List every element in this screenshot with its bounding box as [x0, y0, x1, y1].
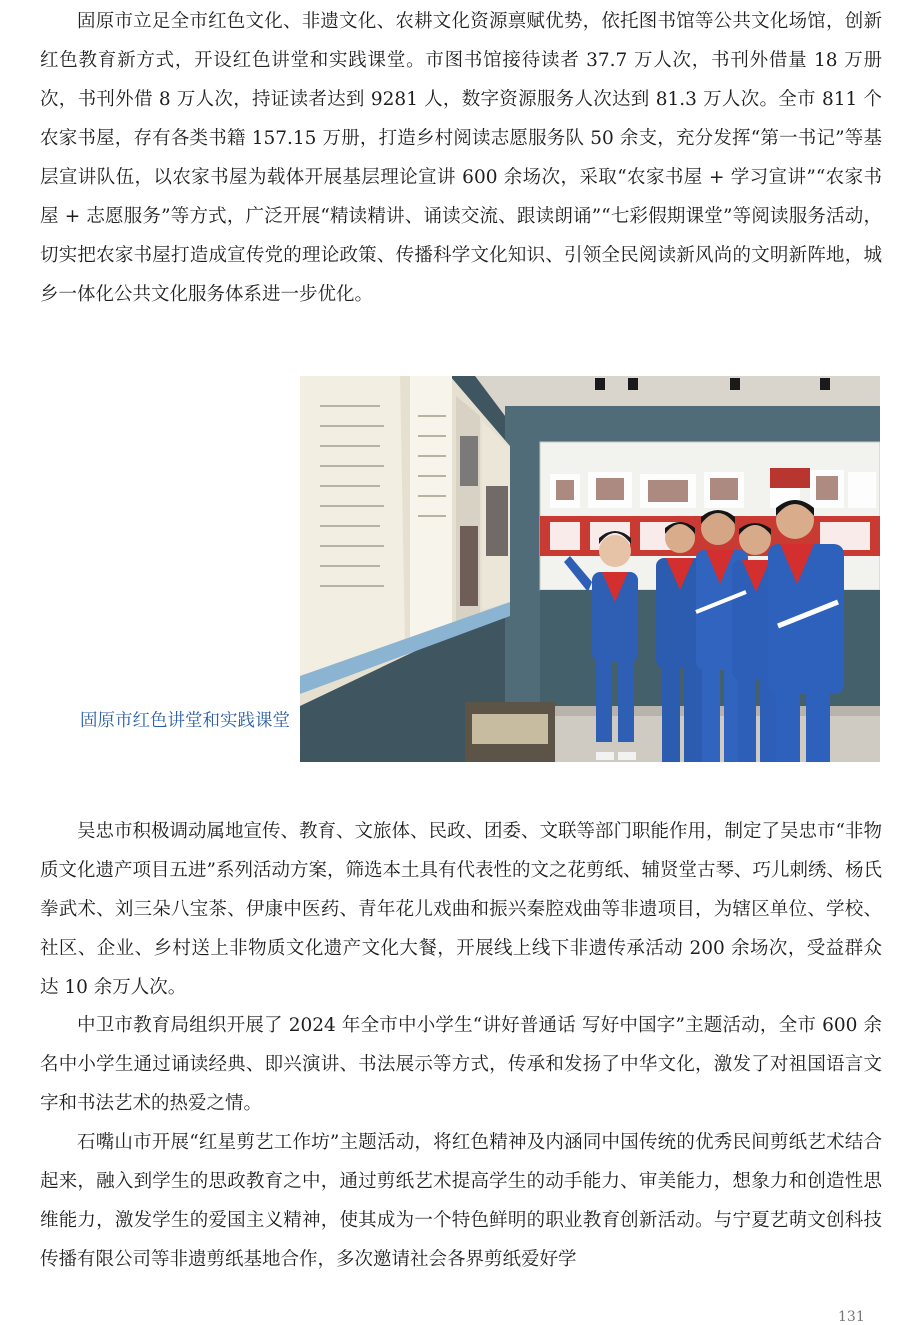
paragraph-guyuan: 固原市立足全市红色文化、非遗文化、农耕文化资源禀赋优势，依托图书馆等公共文化场馆，创新红色教育新方式，开设红色讲堂和实践课堂。市图书馆接待读者 37.7 万人次，书刊外借量 18 万册次，书刊外借 8 万人次，持证读者达到 9281 人，数字资源服务人次达到 81.3 万人次。全市 811 个农家书屋，存有各类书籍 157.15 万册，打造乡村阅读志愿服务队 50 余支，充分发挥“第一书记”等基层宣讲队伍，以农家书屋为载体开展基层理论宣讲 600 余场次，采取“农家书屋 + 学习宣讲”“农家书屋 + 志愿服务”等方式，广泛开展“精读精讲、诵读交流、跟读朗诵”“七彩假期课堂”等阅读服务活动，切实把农家书屋打造成宣传党的理论政策、传播科学文化知识、引领全民阅读新风尚的文明新阵地，城乡一体化公共文化服务体系进一步优化。 — [40, 11, 882, 305]
exhibition-photo — [300, 376, 880, 762]
paragraph-wuzhong: 吴忠市积极调动属地宣传、教育、文旅体、民政、团委、文联等部门职能作用，制定了吴忠市“非物质文化遗产项目五进”系列活动方案，筛选本土具有代表性的文之花剪纸、辅贤堂古琴、巧儿刺绣、杨氏拳武术、刘三朵八宝茶、伊康中医药、青年花儿戏曲和振兴秦腔戏曲等非遗项目，为辖区单位、学校、社区、企业、乡村送上非物质文化遗产文化大餐，开展线上线下非遗传承活动 200 余场次，受益群众达 10 余万人次。 — [40, 821, 882, 998]
figure-caption: 固原市红色讲堂和实践课堂 — [80, 711, 290, 731]
page-number: 131 — [838, 1309, 865, 1325]
paragraph-shizuishan: 石嘴山市开展“红星剪艺工作坊”主题活动，将红色精神及内涵同中国传统的优秀民间剪纸艺术结合起来，融入到学生的思政教育之中，通过剪纸艺术提高学生的动手能力、审美能力，想象力和创造性思维能力，激发学生的爱国主义精神，使其成为一个特色鲜明的职业教育创新活动。与宁夏艺萌文创科技传播有限公司等非遗剪纸基地合作，多次邀请社会各界剪纸爱好学 — [40, 1132, 882, 1270]
paragraph-zhongwei: 中卫市教育局组织开展了 2024 年全市中小学生“讲好普通话 写好中国字”主题活动，全市 600 余名中小学生通过诵读经典、即兴演讲、书法展示等方式，传承和发扬了中华文化，激发了对祖国语言文字和书法艺术的热爱之情。 — [40, 1015, 882, 1114]
